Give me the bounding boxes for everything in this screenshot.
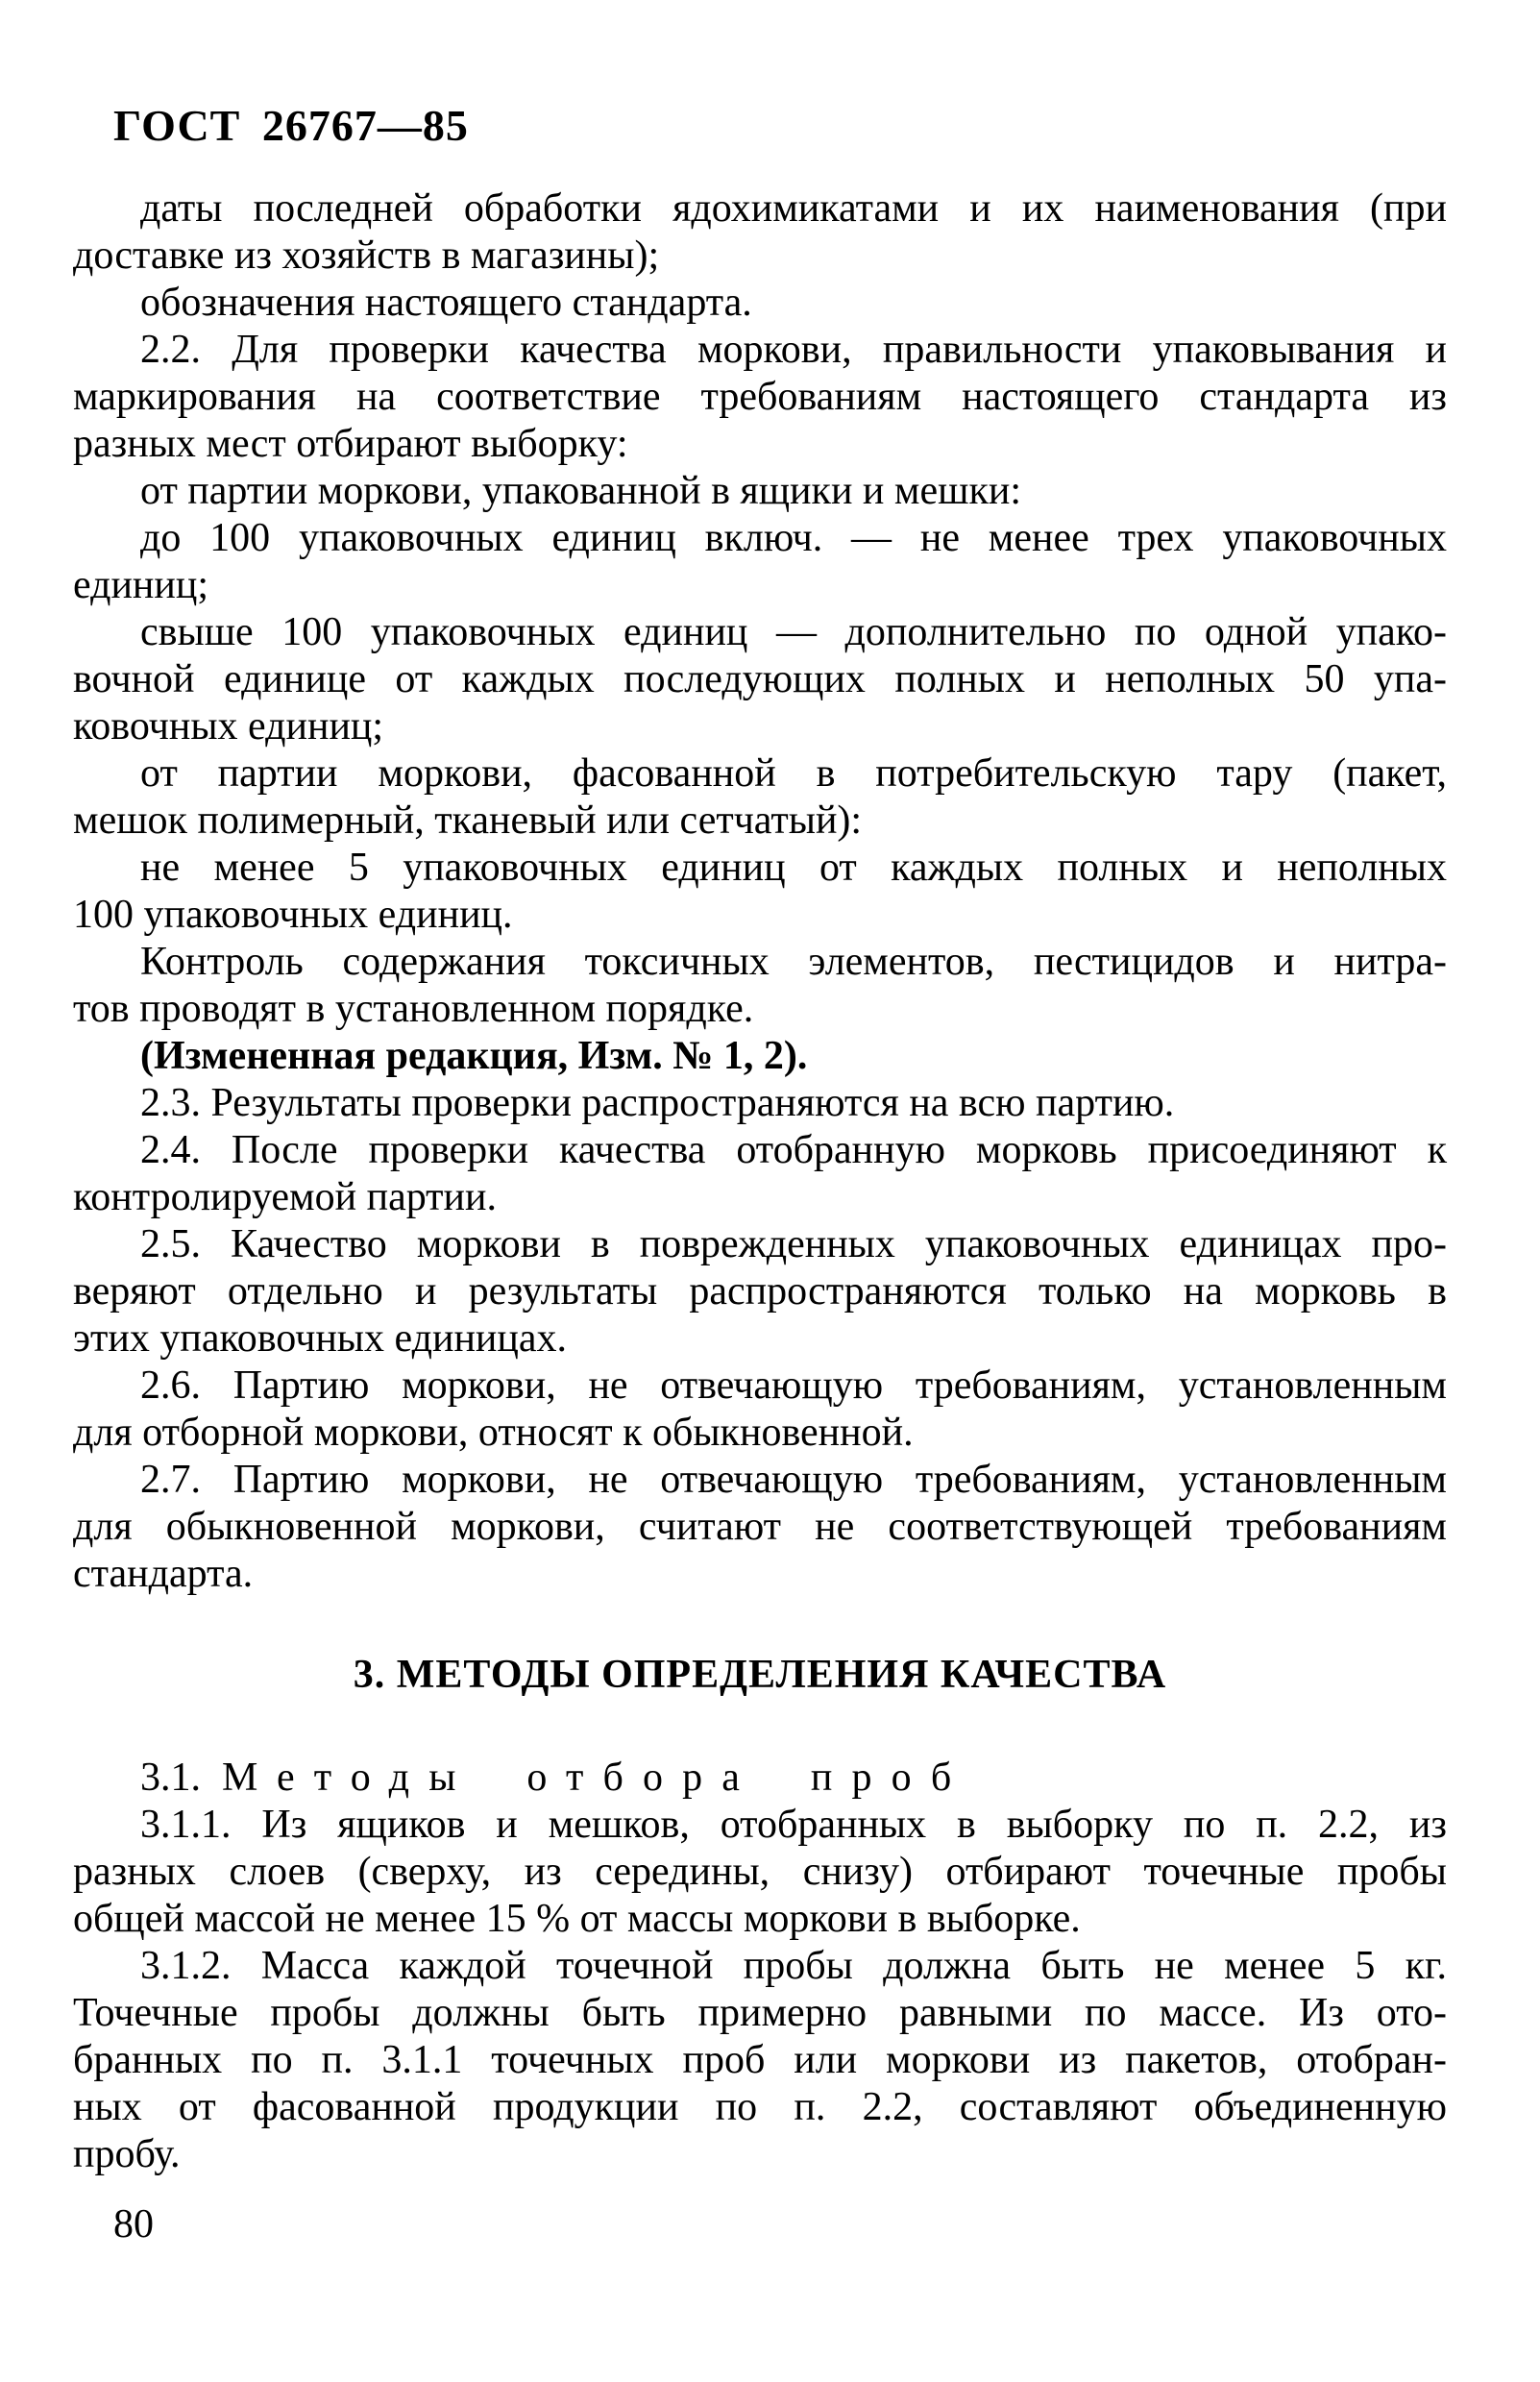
text-line: общей массой не менее 15 % от массы моркови в выборке. [73, 1897, 1081, 1941]
page-number: 80 [113, 2202, 154, 2247]
section-heading: 3. МЕТОДЫ ОПРЕДЕЛЕНИЯ КАЧЕСТВА [353, 1653, 1167, 1697]
text-line: 2.2. Для проверки качества моркови, правильности упаковывания и [140, 328, 1447, 372]
text-line: мешок полимерный, тканевый или сетчатый): [73, 798, 863, 843]
text-line: 3.1.1. Из ящиков и мешков, отобранных в выборку по п. 2.2, из [140, 1803, 1447, 1847]
text-line: 100 упаковочных единиц. [73, 893, 513, 937]
text-line: 2.3. Результаты проверки распространяются на всю партию. [140, 1081, 1175, 1125]
subsection-number: 3.1. [140, 1756, 201, 1800]
text-line: ных от фасованной продукции по п. 2.2, составляют объединенную [73, 2085, 1447, 2129]
text-line: не менее 5 упаковочных единиц от каждых полных и неполных [140, 846, 1447, 890]
text-line: 2.4. После проверки качества отобранную морковь присоединяют к [140, 1128, 1447, 1172]
text-line: 2.6. Партию моркови, не отвечающую требованиям, установленным [140, 1363, 1447, 1408]
text-line: для обыкновенной моркови, считают не соответствующей требованиям [73, 1505, 1447, 1549]
text-line: стандарта. [73, 1552, 254, 1596]
text-line: для отборной моркови, относят к обыкновенной. [73, 1411, 914, 1455]
text-line: даты последней обработки ядохимикатами и их наименования (при [140, 186, 1447, 231]
text-line: 2.5. Качество моркови в поврежденных упаковочных единицах про- [140, 1222, 1447, 1266]
text-line: 3.1.2. Масса каждой точечной пробы должна быть не менее 5 кг. [140, 1944, 1447, 1988]
text-line: разных слоев (сверху, из середины, снизу) отбирают точечные пробы [73, 1850, 1447, 1894]
document-body [73, 185, 1447, 2178]
text-line: от партии моркови, упакованной в ящики и мешки: [140, 469, 1022, 513]
text-line: ковочных единиц; [73, 704, 384, 749]
text-line: пробу. [73, 2132, 181, 2176]
subsection-heading [73, 1755, 1447, 1802]
text-line: до 100 упаковочных единиц включ. — не менее трех упаковочных [140, 516, 1447, 560]
text-line: единиц; [73, 563, 209, 607]
text-line: от партии моркови, фасованной в потребительскую тару (пакет, [140, 751, 1447, 796]
text-line: тов проводят в установленном порядке. [73, 987, 754, 1031]
text-line: Контроль содержания токсичных элементов, пестицидов и нитра- [140, 940, 1447, 984]
text-line: контролируемой партии. [73, 1175, 497, 1219]
text-line: обозначения настоящего стандарта. [140, 281, 752, 325]
text-line: свыше 100 упаковочных единиц — дополнительно по одной упако- [140, 610, 1447, 654]
text-line: маркирования на соответствие требованиям настоящего стандарта из [73, 375, 1447, 419]
text-line: бранных по п. 3.1.1 точечных проб или моркови из пакетов, отобран- [73, 2038, 1447, 2082]
text-line: 2.7. Партию моркови, не отвечающую требованиям, установленным [140, 1458, 1447, 1502]
text-line: Точечные пробы должны быть примерно равными по массе. Из ото- [73, 1991, 1447, 2035]
text-line: вочной единице от каждых последующих полных и неполных 50 упа- [73, 657, 1447, 701]
text-line: (Измененная редакция, Изм. № 1, 2). [140, 1034, 808, 1078]
text-line: веряют отдельно и результаты распространяются только на морковь в [73, 1269, 1447, 1314]
text-line: доставке из хозяйств в магазины); [73, 233, 660, 278]
text-line: этих упаковочных единицах. [73, 1316, 568, 1361]
subsection-title: Методы отбора проб [222, 1756, 971, 1800]
gost-standard-header: ГОСТ 26767—85 [113, 101, 469, 150]
text-line: разных мест отбирают выборку: [73, 422, 628, 466]
